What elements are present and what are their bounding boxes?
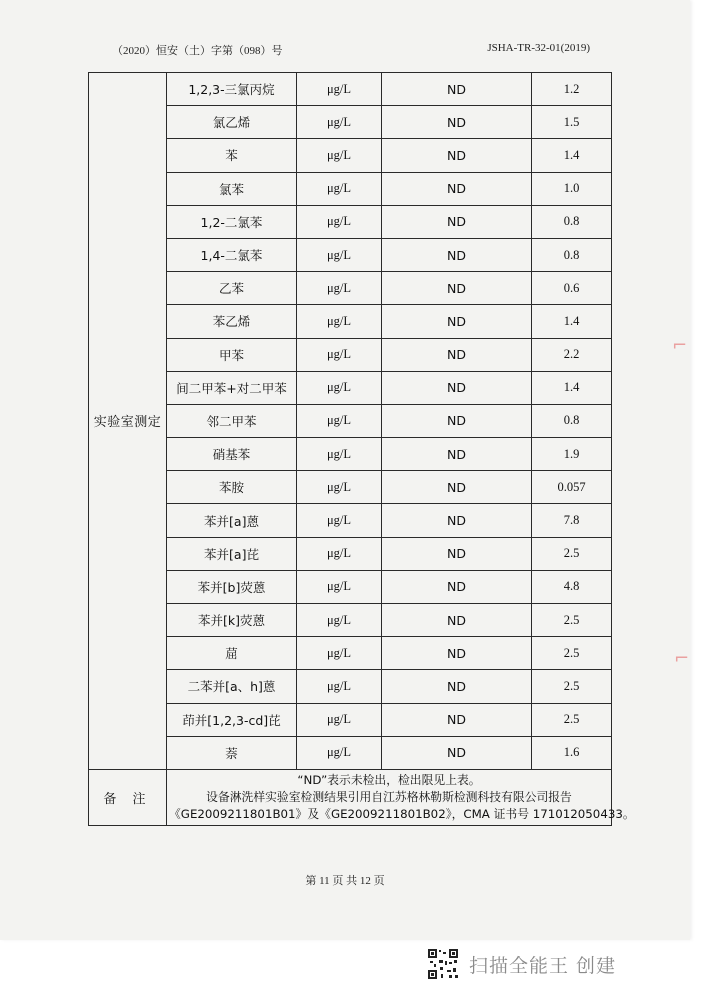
analyte-name: 苯并[a]芘 bbox=[167, 537, 297, 570]
table-row bbox=[89, 172, 612, 205]
detection-limit-cell: 2.5 bbox=[532, 637, 612, 670]
analyte-name: 间二甲苯+对二甲苯 bbox=[167, 371, 297, 404]
notes-content bbox=[167, 769, 635, 825]
unit-cell: μg/L bbox=[297, 736, 382, 769]
unit-cell: μg/L bbox=[297, 305, 382, 338]
notes-line-3: 《GE2009211801B01》及《GE2009211801B02》，CMA 证书号 171012050433。 bbox=[169, 806, 635, 821]
analyte-name: 乙苯 bbox=[167, 272, 297, 305]
seal-mark-top: ⌐ bbox=[672, 335, 688, 356]
analyte-name: 苯并[a]蒽 bbox=[167, 504, 297, 537]
table-row bbox=[89, 736, 612, 769]
unit-cell: μg/L bbox=[297, 73, 382, 106]
table-row bbox=[89, 338, 612, 371]
detection-limit-cell: 7.8 bbox=[532, 504, 612, 537]
result-cell: ND bbox=[382, 338, 532, 371]
result-cell: ND bbox=[382, 670, 532, 703]
detection-limit-cell: 1.0 bbox=[532, 172, 612, 205]
notes-label: 备 注 bbox=[89, 769, 167, 825]
result-cell: ND bbox=[382, 703, 532, 736]
detection-limit-cell: 1.2 bbox=[532, 73, 612, 106]
table-row bbox=[89, 305, 612, 338]
detection-limit-cell: 2.2 bbox=[532, 338, 612, 371]
table-row bbox=[89, 637, 612, 670]
table-row bbox=[89, 371, 612, 404]
notes-line-1: “ND”表示未检出，检出限见上表。 bbox=[297, 772, 481, 787]
unit-cell: μg/L bbox=[297, 338, 382, 371]
result-cell: ND bbox=[382, 371, 532, 404]
detection-limit-cell: 1.4 bbox=[532, 305, 612, 338]
result-cell: ND bbox=[382, 438, 532, 471]
table-row bbox=[89, 570, 612, 603]
unit-cell: μg/L bbox=[297, 670, 382, 703]
unit-cell: μg/L bbox=[297, 139, 382, 172]
result-cell: ND bbox=[382, 504, 532, 537]
unit-cell: μg/L bbox=[297, 570, 382, 603]
result-cell: ND bbox=[382, 238, 532, 271]
table-row bbox=[89, 272, 612, 305]
result-cell: ND bbox=[382, 305, 532, 338]
unit-cell: μg/L bbox=[297, 471, 382, 504]
notes-line-2: 设备淋洗样实验室检测结果引用自江苏格林勒斯检测科技有限公司报告 bbox=[206, 789, 572, 804]
unit-cell: μg/L bbox=[297, 238, 382, 271]
section-label: 实验室测定 bbox=[89, 73, 167, 770]
analyte-name: 苯 bbox=[167, 139, 297, 172]
table-row bbox=[89, 537, 612, 570]
detection-limit-cell: 0.6 bbox=[532, 272, 612, 305]
detection-limit-cell: 0.057 bbox=[532, 471, 612, 504]
unit-cell: μg/L bbox=[297, 504, 382, 537]
result-cell: ND bbox=[382, 404, 532, 437]
detection-limit-cell: 0.8 bbox=[532, 238, 612, 271]
analyte-name: 邻二甲苯 bbox=[167, 404, 297, 437]
detection-limit-cell: 1.4 bbox=[532, 139, 612, 172]
table-row bbox=[89, 471, 612, 504]
table-row bbox=[89, 238, 612, 271]
report-code: JSHA-TR-32-01(2019) bbox=[487, 42, 590, 54]
detection-limit-cell: 0.8 bbox=[532, 205, 612, 238]
result-cell: ND bbox=[382, 205, 532, 238]
analyte-name: 甲苯 bbox=[167, 338, 297, 371]
unit-cell: μg/L bbox=[297, 172, 382, 205]
analyte-name: 苯乙烯 bbox=[167, 305, 297, 338]
document-number: （2020）恒安（土）字第（098）号 bbox=[112, 45, 283, 57]
unit-cell: μg/L bbox=[297, 371, 382, 404]
table-row bbox=[89, 106, 612, 139]
unit-cell: μg/L bbox=[297, 703, 382, 736]
analyte-name: 1,2,3-三氯丙烷 bbox=[167, 73, 297, 106]
table-row bbox=[89, 139, 612, 172]
analyte-name: 氯乙烯 bbox=[167, 106, 297, 139]
table-row bbox=[89, 670, 612, 703]
detection-limit-cell: 1.9 bbox=[532, 438, 612, 471]
detection-limit-cell: 2.5 bbox=[532, 703, 612, 736]
result-cell: ND bbox=[382, 570, 532, 603]
result-cell: ND bbox=[382, 604, 532, 637]
unit-cell: μg/L bbox=[297, 438, 382, 471]
analyte-name: 苯胺 bbox=[167, 471, 297, 504]
result-cell: ND bbox=[382, 637, 532, 670]
detection-limit-cell: 0.8 bbox=[532, 404, 612, 437]
unit-cell: μg/L bbox=[297, 272, 382, 305]
detection-limit-cell: 2.5 bbox=[532, 670, 612, 703]
result-cell: ND bbox=[382, 139, 532, 172]
table-row bbox=[89, 703, 612, 736]
results-table bbox=[88, 72, 635, 826]
result-cell: ND bbox=[382, 172, 532, 205]
result-cell: ND bbox=[382, 471, 532, 504]
table-row bbox=[89, 604, 612, 637]
detection-limit-cell: 2.5 bbox=[532, 604, 612, 637]
analyte-name: 萘 bbox=[167, 736, 297, 769]
detection-limit-cell: 1.6 bbox=[532, 736, 612, 769]
unit-cell: μg/L bbox=[297, 537, 382, 570]
scanner-watermark bbox=[427, 948, 616, 980]
result-cell: ND bbox=[382, 537, 532, 570]
table-row bbox=[89, 205, 612, 238]
results-table-body bbox=[89, 73, 612, 770]
result-cell: ND bbox=[382, 73, 532, 106]
unit-cell: μg/L bbox=[297, 106, 382, 139]
analyte-name: 苯并[b]荧蒽 bbox=[167, 570, 297, 603]
analyte-name: 䓛 bbox=[167, 637, 297, 670]
qr-code-icon bbox=[427, 948, 459, 980]
analyte-name: 苯并[k]荧蒽 bbox=[167, 604, 297, 637]
scanner-brand-text: 扫描全能王 创建 bbox=[469, 954, 617, 977]
detection-limit-cell: 2.5 bbox=[532, 537, 612, 570]
table-row bbox=[89, 504, 612, 537]
analyte-name: 氯苯 bbox=[167, 172, 297, 205]
table-row bbox=[89, 404, 612, 437]
unit-cell: μg/L bbox=[297, 604, 382, 637]
analyte-name: 1,4-二氯苯 bbox=[167, 238, 297, 271]
unit-cell: μg/L bbox=[297, 637, 382, 670]
notes-row bbox=[89, 769, 612, 825]
result-cell: ND bbox=[382, 106, 532, 139]
table-row bbox=[89, 438, 612, 471]
seal-mark-bottom: ⌐ bbox=[674, 648, 690, 669]
result-cell: ND bbox=[382, 736, 532, 769]
detection-limit-cell: 1.4 bbox=[532, 371, 612, 404]
detection-limit-cell: 1.5 bbox=[532, 106, 612, 139]
table-row bbox=[89, 73, 612, 106]
analyte-name: 茚并[1,2,3-cd]芘 bbox=[167, 703, 297, 736]
analyte-name: 1,2-二氯苯 bbox=[167, 205, 297, 238]
page-number: 第 11 页 共 12 页 bbox=[305, 875, 385, 887]
result-cell: ND bbox=[382, 272, 532, 305]
analyte-name: 二苯并[a、h]蒽 bbox=[167, 670, 297, 703]
analyte-name: 硝基苯 bbox=[167, 438, 297, 471]
unit-cell: μg/L bbox=[297, 205, 382, 238]
detection-limit-cell: 4.8 bbox=[532, 570, 612, 603]
unit-cell: μg/L bbox=[297, 404, 382, 437]
